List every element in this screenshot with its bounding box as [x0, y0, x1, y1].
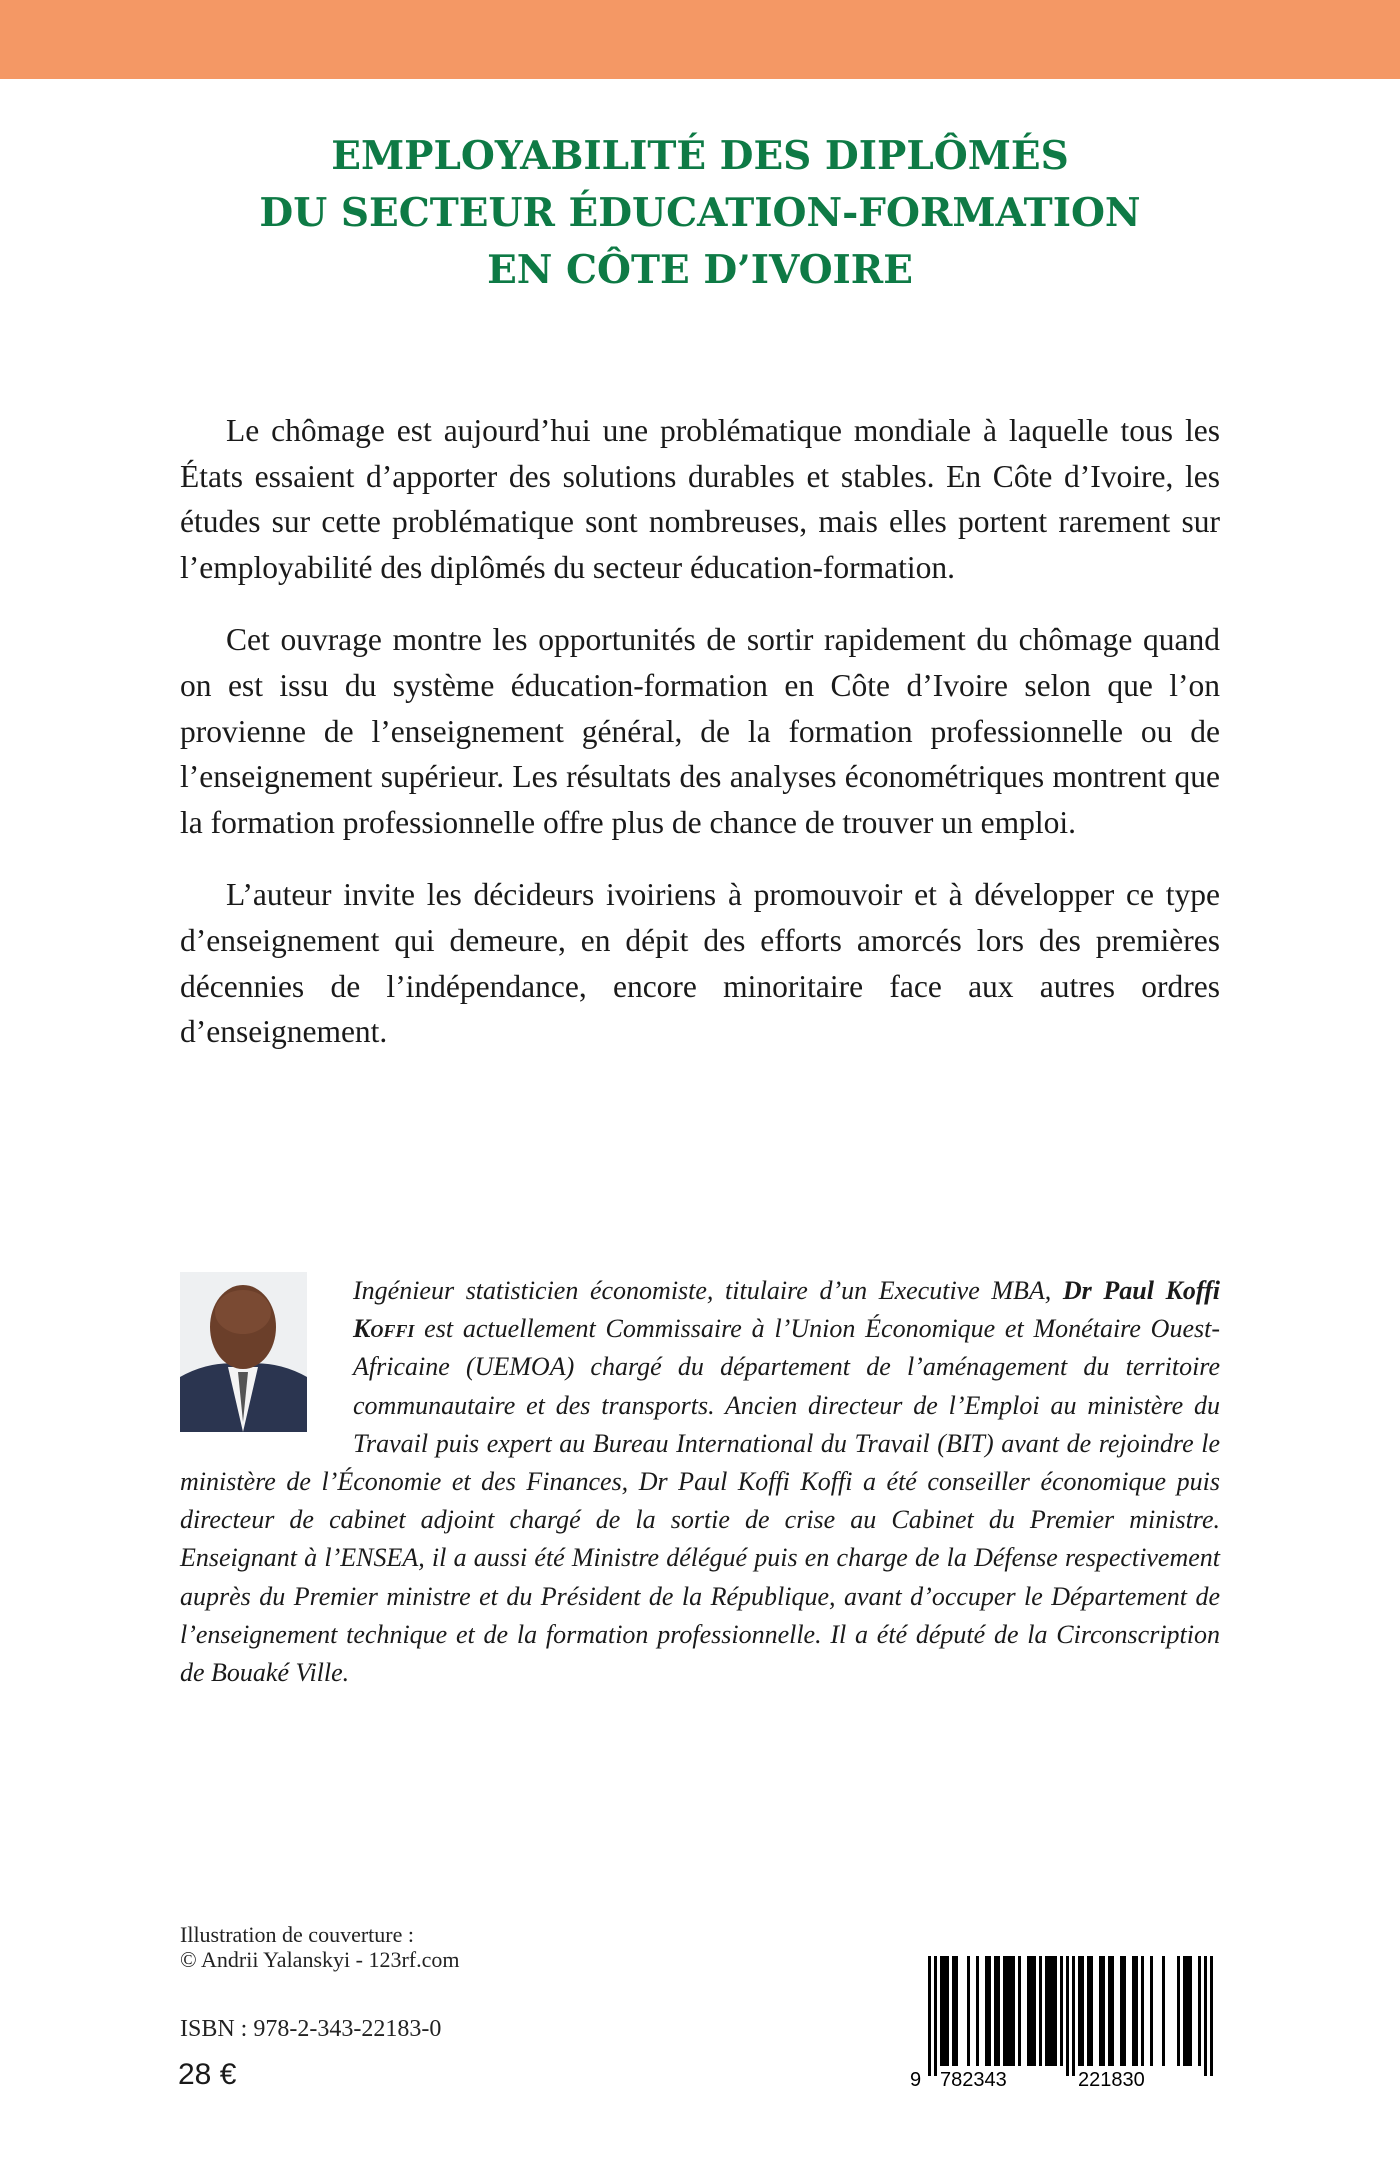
- barcode-bar: [1135, 1956, 1138, 2066]
- barcode-bar: [1090, 1956, 1093, 2066]
- barcode-bar: [994, 1956, 997, 2066]
- barcode-digits: 9: [910, 2069, 922, 2091]
- bio-text: est actuellement Commissaire à l’Union Économique et Monétaire Ouest-Africaine (UEMOA) chargé du département de l’aménagement du territoire communautaire et des transports. Ancien directeur de l’Emploi au ministère du Travail puis expert au Bureau International du Travail (BIT) avant de rejoindre le ministère de l’Économie et des Finances, Dr Paul Koffi Koffi a été conseiller économique puis directeur de cabinet adjoint chargé de la sortie de crise au Cabinet du Premier ministre. Enseignant à l’ENSEA, il a aussi été Ministre délégué puis en charge de la Défense respectivement auprès du Premier ministre et du Président de la République, avant d’occuper le Département de l’enseignement technique et de la formation professionnelle. Il a été député de la Circonscription de Bouaké Ville.: [180, 1314, 1220, 1688]
- barcode-bar: [1183, 1956, 1186, 2066]
- barcode-bar: [952, 1956, 955, 2066]
- barcode-bar: [967, 1956, 970, 2066]
- title-line: EMPLOYABILITÉ DES DIPLÔMÉS: [331, 133, 1069, 179]
- barcode-bar: [1009, 1956, 1012, 2066]
- barcode-bar: [1048, 1956, 1051, 2066]
- barcode-bar: [1018, 1956, 1021, 2066]
- summary-paragraph: L’auteur invite les décideurs ivoiriens à promouvoir et à développer ce type d’enseignement qui demeure, en dépit des efforts amorcés lors des premières décennies de l’indépendance, encore minoritaire face aux autres ordres d’enseignement.: [180, 877, 1220, 1050]
- barcode-bar: [1150, 1956, 1153, 2066]
- barcode-bar: [1003, 1956, 1006, 2066]
- bio-text: Ingénieur statisticien économiste, titulaire d’un Executive MBA,: [353, 1276, 1063, 1305]
- credit-label: Illustration de couverture :: [180, 1922, 414, 1947]
- barcode-bar: [1189, 1956, 1192, 2066]
- barcode-bar: [985, 1956, 988, 2066]
- barcode-bar: [1186, 1956, 1189, 2066]
- barcode-bar: [1099, 1956, 1102, 2066]
- barcode-bar: [1132, 1956, 1135, 2066]
- top-color-band: [0, 0, 1400, 79]
- cover-credit: [180, 1922, 459, 1972]
- title-line: EN CÔTE D’IVOIRE: [487, 247, 913, 293]
- title-line: DU SECTEUR ÉDUCATION-FORMATION: [259, 190, 1141, 236]
- barcode-bar: [943, 1956, 946, 2066]
- barcode-bar: [1111, 1956, 1114, 2066]
- credit-photographer: © Andrii Yalanskyi - 123rf.com: [180, 1947, 460, 1972]
- barcode-bar: [1078, 1956, 1081, 2066]
- barcode-bar: [1030, 1956, 1033, 2066]
- barcode-bar: [1012, 1956, 1015, 2066]
- barcode-bar: [1054, 1956, 1057, 2066]
- barcode-bar: [1162, 1956, 1165, 2066]
- barcode-bar: [934, 1956, 937, 2076]
- barcode-bar: [940, 1956, 943, 2066]
- barcode-bar: [1120, 1956, 1123, 2066]
- barcode-bar: [988, 1956, 991, 2066]
- barcode-bar: [946, 1956, 949, 2066]
- barcode-bar: [928, 1956, 931, 2076]
- author-name-last: Koffi: [353, 1314, 415, 1344]
- summary-paragraph: Cet ouvrage montre les opportunités de sortir rapidement du chômage quand on est issu du système éducation-formation en Côte d’Ivoire selon que l’on provienne de l’enseignement général, de la formation professionnelle ou de l’enseignement supérieur. Les résultats des analyses économétriques montrent que la formation professionnelle offre plus de chance de trouver un emploi.: [180, 622, 1220, 840]
- barcode-bar: [1006, 1956, 1009, 2066]
- barcode-bar: [1045, 1956, 1048, 2066]
- barcode-bar: [1123, 1956, 1126, 2066]
- book-summary: [180, 408, 1220, 1082]
- barcode-bar: [1108, 1956, 1111, 2066]
- summary-paragraph: Le chômage est aujourd’hui une problématique mondiale à laquelle tous les États essaient d’apporter des solutions durables et stables. En Côte d’Ivoire, les études sur cette problématique sont nombreuses, mais elles portent rarement sur l’employabilité des diplômés du secteur éducation-formation.: [180, 413, 1220, 585]
- barcode-bar: [1066, 1956, 1069, 2076]
- barcode-bar: [1060, 1956, 1063, 2066]
- price: 28 €: [178, 2058, 237, 2091]
- barcode-bar: [1039, 1956, 1042, 2066]
- barcode: [900, 1952, 1220, 2102]
- barcode-bar: [1210, 1956, 1213, 2076]
- barcode-bar: [976, 1956, 979, 2066]
- author-name-first: Dr Paul Koffi: [1062, 1276, 1221, 1305]
- author-photo: [180, 1272, 307, 1432]
- isbn: ISBN : 978-2-343-22183-0: [180, 2016, 442, 2042]
- barcode-bar: [1033, 1956, 1036, 2066]
- barcode-bar: [1027, 1956, 1030, 2066]
- barcode-digits: 782343: [940, 2069, 1007, 2091]
- barcode-bar: [1141, 1956, 1144, 2066]
- barcode-bar: [1102, 1956, 1105, 2066]
- barcode-bar: [997, 1956, 1000, 2066]
- barcode-bar: [955, 1956, 958, 2066]
- author-bio: [180, 1272, 1220, 1692]
- barcode-bar: [1072, 1956, 1075, 2076]
- barcode-bar: [1051, 1956, 1054, 2066]
- book-title: [100, 128, 1300, 299]
- barcode-bar: [1204, 1956, 1207, 2076]
- barcode-bar: [1177, 1956, 1180, 2066]
- barcode-bar: [1081, 1956, 1084, 2066]
- barcode-bar: [1087, 1956, 1090, 2066]
- barcode-digits: 221830: [1078, 2069, 1145, 2091]
- barcode-bar: [1198, 1956, 1201, 2066]
